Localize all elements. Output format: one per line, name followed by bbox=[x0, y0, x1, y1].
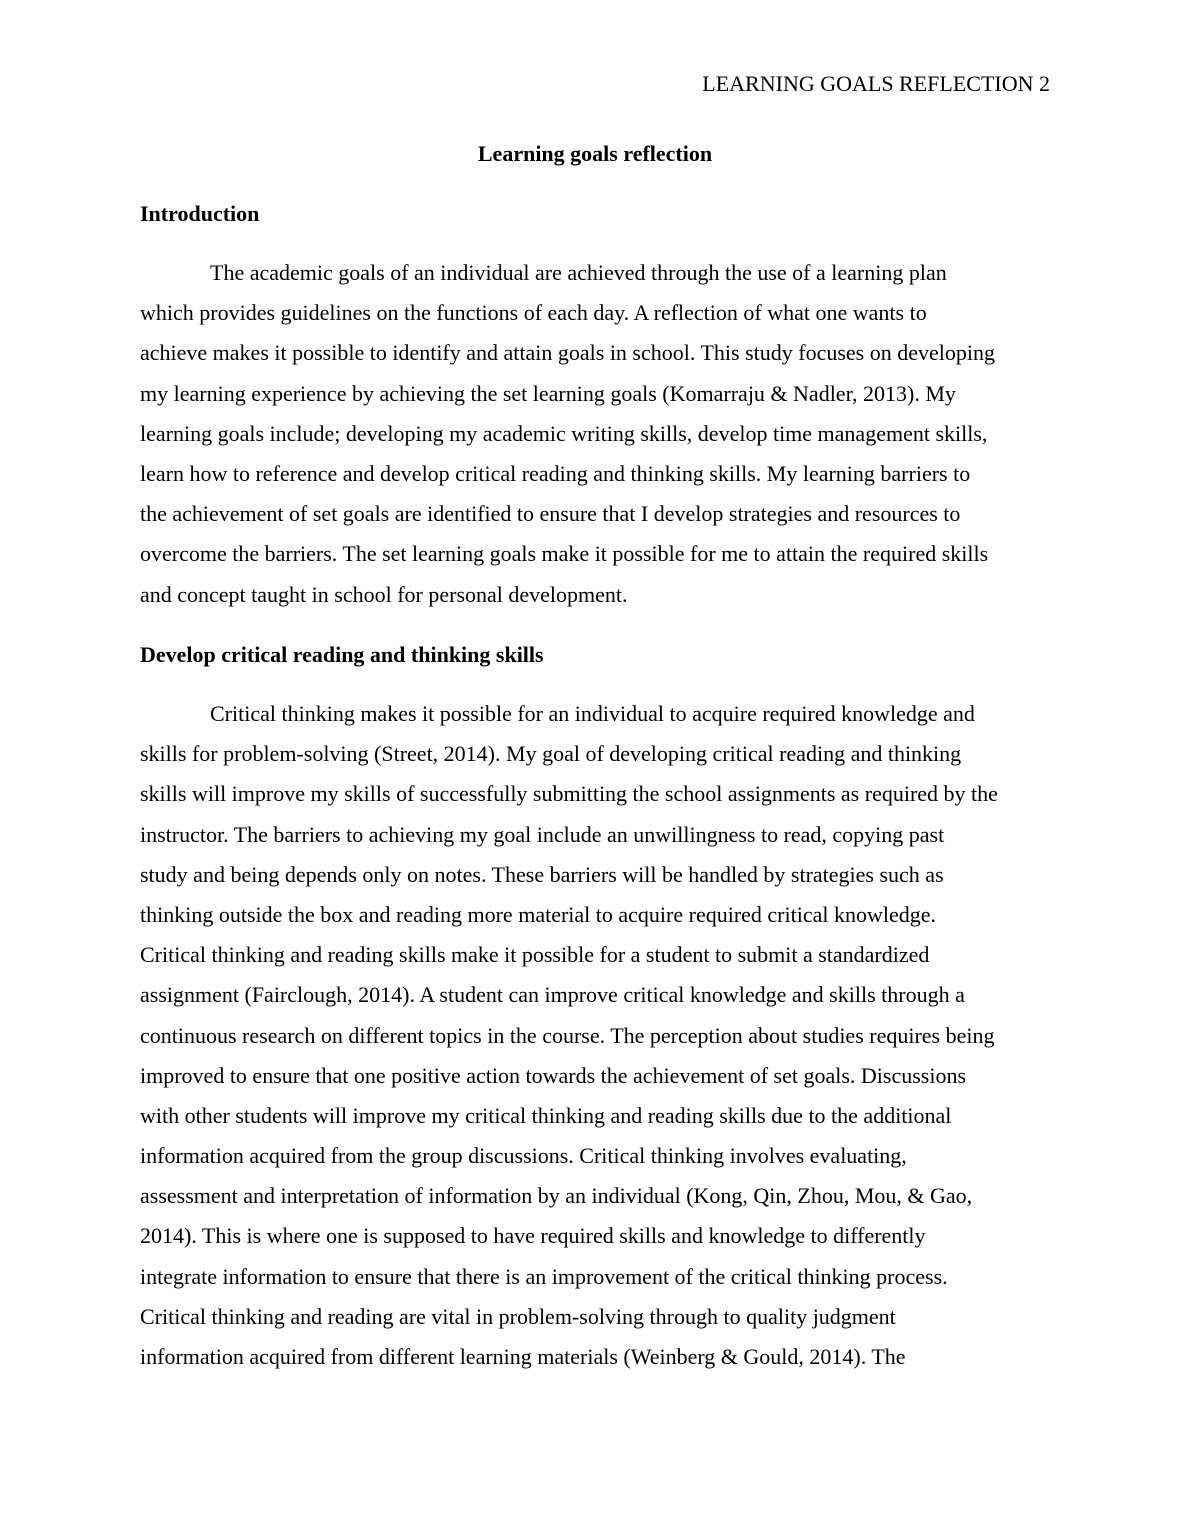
paragraph-line: thinking outside the box and reading more material to acquire required critical knowledge. bbox=[140, 901, 937, 927]
paragraph-line: learning goals include; developing my academic writing skills, develop time management skills, bbox=[140, 420, 988, 446]
paragraph-line: skills will improve my skills of successfully submitting the school assignments as required by the bbox=[140, 781, 998, 807]
paragraph-line: integrate information to ensure that there is an improvement of the critical thinking process. bbox=[140, 1263, 948, 1289]
paragraph-line: achieve makes it possible to identify and attain goals in school. This study focuses on developing bbox=[140, 340, 995, 366]
paragraph-line: information acquired from the group discussions. Critical thinking involves evaluating, bbox=[140, 1143, 907, 1169]
document-title: Learning goals reflection bbox=[477, 141, 713, 166]
paragraph-line: with other students will improve my critical thinking and reading skills due to the additional bbox=[140, 1102, 952, 1128]
paragraph-line: Critical thinking and reading are vital in problem-solving through to quality judgment bbox=[140, 1303, 896, 1329]
section-heading-critical-reading: Develop critical reading and thinking skills bbox=[140, 642, 544, 667]
paragraph-line: Critical thinking makes it possible for an individual to acquire required knowledge and bbox=[210, 701, 975, 726]
paragraph-line: continuous research on different topics in the course. The perception about studies requires being bbox=[140, 1022, 995, 1048]
paragraph-line: instructor. The barriers to achieving my goal include an unwillingness to read, copying past bbox=[140, 821, 945, 847]
paragraph-line: my learning experience by achieving the set learning goals (Komarraju & Nadler, 2013). My bbox=[140, 380, 956, 406]
paragraph-line: skills for problem-solving (Street, 2014). My goal of developing critical reading and thinking bbox=[140, 741, 962, 767]
paragraph-line: information acquired from different learning materials (Weinberg & Gould, 2014). The bbox=[140, 1344, 906, 1369]
paragraph-line: assessment and interpretation of information by an individual (Kong, Qin, Zhou, Mou, & Gao, bbox=[140, 1183, 973, 1209]
critical-reading-paragraph bbox=[140, 694, 1052, 1377]
paragraph-line: the achievement of set goals are identified to ensure that I develop strategies and resources to bbox=[140, 501, 961, 527]
running-head: LEARNING GOALS REFLECTION 2 bbox=[702, 71, 1050, 96]
section-heading-introduction: Introduction bbox=[140, 201, 260, 226]
paragraph-line: study and being depends only on notes. These barriers will be handled by strategies such as bbox=[140, 861, 944, 887]
paragraph-line: and concept taught in school for personal development. bbox=[140, 581, 628, 607]
paragraph-line: which provides guidelines on the functions of each day. A reflection of what one wants to bbox=[140, 300, 927, 326]
paragraph-line: 2014). This is where one is supposed to have required skills and knowledge to differently bbox=[140, 1223, 926, 1249]
paragraph-line: learn how to reference and develop critical reading and thinking skills. My learning barriers to bbox=[140, 460, 971, 486]
paragraph-line: overcome the barriers. The set learning goals make it possible for me to attain the required skills bbox=[140, 541, 989, 567]
paragraph-line: improved to ensure that one positive action towards the achievement of set goals. Discussions bbox=[140, 1062, 967, 1088]
paragraph-line: The academic goals of an individual are achieved through the use of a learning plan bbox=[210, 260, 947, 285]
paragraph-line: Critical thinking and reading skills make it possible for a student to submit a standardized bbox=[140, 942, 930, 968]
introduction-paragraph bbox=[140, 253, 1052, 615]
paragraph-line: assignment (Fairclough, 2014). A student can improve critical knowledge and skills through a bbox=[140, 982, 965, 1008]
